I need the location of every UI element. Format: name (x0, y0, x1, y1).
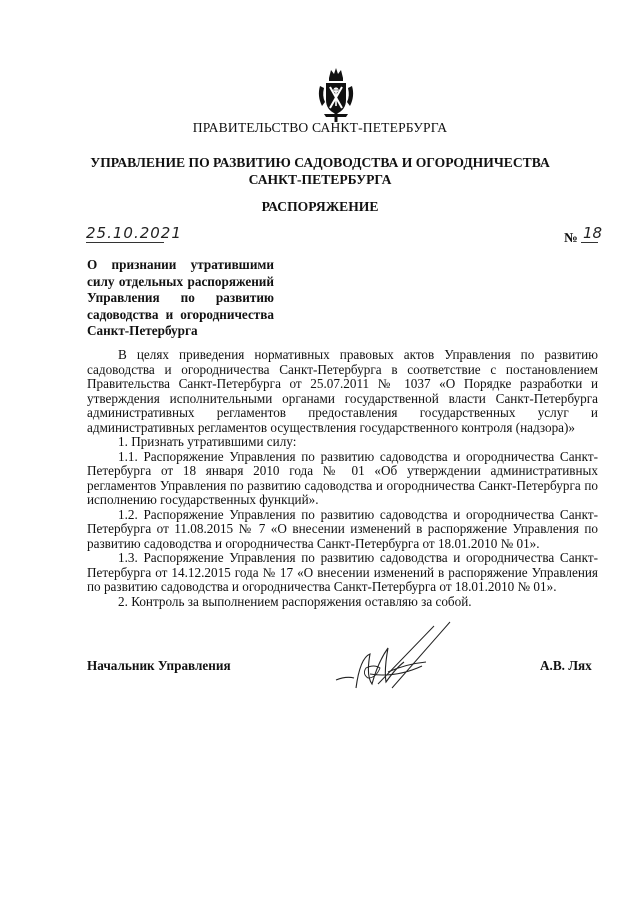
number-underline (581, 242, 598, 243)
document-body (87, 348, 598, 609)
number-label: № (564, 230, 578, 245)
date-underline (86, 242, 164, 243)
document-subject: О признании утратившими силу отдельных распоряжений Управления по развитию садоводства и огородничества Санкт-Петербурга (87, 257, 274, 338)
item-1-3: 1.3. Распоряжение Управления по развитию садоводства и огородничества Санкт-Петербурга от 14.12.2015 года № 17 «О внесении изменений в распоряжение Управления по развитию садоводства и огородничества Санкт-Петербурга от 18.01.2010 № 01». (87, 550, 598, 594)
department-line-1: УПРАВЛЕНИЕ ПО РАЗВИТИЮ САДОВОДСТВА И ОГОРОДНИЧЕСТВА (90, 155, 550, 170)
document-number: 18 (583, 224, 603, 242)
coat-of-arms-icon (316, 66, 356, 124)
document-date: 25.10.2021 (86, 224, 182, 242)
department-title (0, 154, 640, 188)
signatory-name: А.В. Лях (540, 658, 592, 673)
handwritten-signature-icon (326, 618, 476, 698)
document-type: РАСПОРЯЖЕНИЕ (261, 199, 379, 214)
government-title: ПРАВИТЕЛЬСТВО САНКТ-ПЕТЕРБУРГА (192, 120, 448, 135)
item-1-1: 1.1. Распоряжение Управления по развитию садоводства и огородничества Санкт-Петербурга от 18 января 2010 года № 01 «Об утверждении административных регламентов Управления по развитию садоводства и огородничества Санкт-Петербурга по исполнению государственных функций». (87, 448, 598, 507)
department-line-2: САНКТ-ПЕТЕРБУРГА (248, 172, 392, 187)
item-1: 1. Признать утратившими силу: (118, 434, 297, 449)
signatory-title: Начальник Управления (87, 658, 231, 673)
item-1-2: 1.2. Распоряжение Управления по развитию садоводства и огородничества Санкт-Петербурга от 11.08.2015 № 7 «О внесении изменений в распоряжение Управления по развитию садоводства и огородничества Санкт-Петербурга от 18.01.2010 № 01». (87, 506, 598, 551)
item-2: 2. Контроль за выполнением распоряжения оставляю за собой. (118, 593, 472, 609)
preamble-paragraph: В целях приведения нормативных правовых актов Управления по развитию садоводства и огородничества Санкт-Петербурга в соответствие с постановлением Правительства Санкт-Петербурга от 25.07.2011 № 1037 «О Порядке разработки и утверждения исполнительными органами государственной власти Санкт-Петербурга административных регламентов предоставления государственных услуг и административных регламентов осуществления государственного контроля (надзора)» (87, 347, 598, 435)
